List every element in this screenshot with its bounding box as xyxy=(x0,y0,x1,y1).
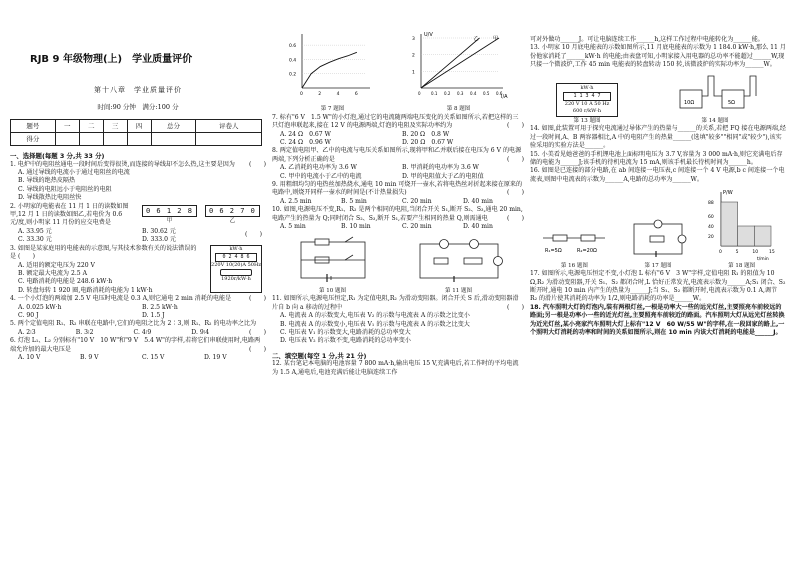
question-12: 12. 某台笔记本电脑的电池容量 7 800 mA·h,输出电压 15 V,充满电后,若工作时的平均电流为 1.5 A,通电后,电池充满后能让电脑连续工作 xyxy=(272,360,519,376)
switch-s1 xyxy=(345,237,353,242)
question-stem: 9. 用粗细均匀的电热丝加热烧水,通电 10 min 可烧开一壶水,若将电热丝对折起来接在原来的电路中,则烧开同样一壶水的时间是(不计热量损失) xyxy=(272,181,523,197)
series-line xyxy=(302,52,357,88)
score-header-cell: 一 xyxy=(55,120,79,133)
y-tick-label: 60 xyxy=(707,215,714,221)
series-line xyxy=(421,38,499,88)
ammeter xyxy=(493,256,502,265)
answer-paren: ( ) xyxy=(249,160,266,168)
meter-diagram xyxy=(210,245,262,293)
score-table-header-row xyxy=(11,120,262,133)
question-15: 15. 小美看见她爸爸的手机锂电池上面标明电压为 3.7 V,容量为 3 000 mA·h,则它充满电后存储的电能为______J;该手机的待机电流为 15 mA,则该手机最长待机时间为______h。 xyxy=(530,150,783,167)
answer-paren: ( ) xyxy=(18,253,35,261)
figure-18-chart xyxy=(707,188,777,263)
option: C. 24 Ω 0.96 W xyxy=(280,139,331,147)
figure-caption: 第 10 题图 xyxy=(319,287,346,294)
resistor-r1 xyxy=(553,235,567,241)
x-tick-label: 6 xyxy=(354,92,358,97)
figure-8-chart xyxy=(409,30,509,102)
option: A. 电流表 A 的示数变大,电压表 V₂ 的示数与电流表 A 的示数之比变小 xyxy=(280,312,470,320)
section-heading: 二、填空题(每空 1 分,共 21 分) xyxy=(272,351,367,360)
x-tick-label: 0 xyxy=(417,91,421,96)
x-tick-label: 15 xyxy=(768,250,775,256)
score-header-cell: 总分 xyxy=(151,120,196,133)
lamp-l xyxy=(654,220,662,228)
option: B. 电流表 A 的示数变小,电压表 V₁ 的示数与电流表 A 的示数之比变大 xyxy=(280,320,470,328)
option: A. 乙消耗的电功率为 3.6 W xyxy=(280,164,357,172)
series-line xyxy=(421,38,480,88)
column-right xyxy=(530,0,786,561)
meter-label-a: 甲 xyxy=(166,218,173,225)
option: D. 19 V xyxy=(204,353,227,361)
chapter-subtitle: 第十八章 学业质量评价 xyxy=(94,86,182,95)
y-tick-label: 0.6 xyxy=(288,44,296,50)
section-heading: 一、选择题(每题 3 分,共 33 分) xyxy=(10,152,105,161)
answer-paren: ( ) xyxy=(249,345,266,353)
figures-13-14 xyxy=(530,74,786,126)
score-header-cell: 三 xyxy=(103,120,127,133)
option: A. 33.95 元 xyxy=(18,227,52,235)
u-tube xyxy=(702,76,722,96)
meter-diagram xyxy=(556,83,618,117)
exam-meta: 时间:90 分钟 满分:100 分 xyxy=(97,102,179,111)
score-cell[interactable] xyxy=(127,133,151,146)
option: A. 5 min xyxy=(280,223,306,231)
answer-paren: ( ) xyxy=(245,230,262,238)
question-stem: 2. 小明家的电能表在 11 月 1 日的读数如图甲,12 月 1 日的读数如图乙,若电价为 0.6 元/度,则小明家 11 月份的应交电费是 xyxy=(10,202,129,227)
figure-caption: 第 7 题图 xyxy=(320,106,345,113)
figure-caption: 第 8 题图 xyxy=(446,106,471,113)
meter-reading: 1 1 3 4 7 xyxy=(563,92,611,101)
figure-7-chart xyxy=(288,30,378,102)
y-tick-label: 3 xyxy=(411,37,415,42)
question-stem: 7. 标有"6 V 1.5 W"的小灯泡,通过它的电流随两端电压变化的关系如图所示,若把这样的三只灯泡串联起来,接在 12 V 的电源两端,灯泡的电阻及实际功率约为 xyxy=(272,113,519,130)
option: A. 24 Ω 0.67 W xyxy=(280,130,331,138)
score-row-label: 得分 xyxy=(11,133,56,146)
figures-10-11 xyxy=(272,236,524,296)
score-cell[interactable] xyxy=(103,133,127,146)
question-stem: 5. 两个定值电阻 R₁、R₂ 串联在电路中,它们的电阻之比为 2∶3,则 R₁、R₂ 的电功率之比为 xyxy=(10,320,257,328)
option: D. 甲的电阻值大于乙的电阻值 xyxy=(402,172,484,180)
option: C. 90 J xyxy=(18,311,39,319)
question-3 xyxy=(10,245,266,295)
question-stem: 1. 电炉中的电阻丝通电一段时间后变得很烫,而连接的导线却不怎么热,这主要是因为 xyxy=(10,160,235,168)
option: B. 9 V xyxy=(80,353,99,361)
x-tick-label: 0.5 xyxy=(482,91,489,96)
figure-10 xyxy=(293,236,373,296)
question-9 xyxy=(272,181,524,206)
option: B. 20 Ω 0.8 W xyxy=(402,130,450,138)
figure-caption: 第 11 题图 xyxy=(445,287,472,294)
figure-11 xyxy=(414,236,504,296)
option: D. 20 Ω 0.67 W xyxy=(402,139,454,147)
question-11 xyxy=(272,295,524,345)
option: D. 电压表 V₂ 的示数不变,电路消耗的总功率变小 xyxy=(280,337,411,345)
circuit-diagram-17 xyxy=(628,218,688,258)
score-cell[interactable] xyxy=(55,133,79,146)
resistor-label: R₁=5Ω xyxy=(545,248,562,255)
question-12-continued: 可对外做功______J。可让电脑连续工作______h,这样工作过程中电能转化为______能。 xyxy=(530,36,764,43)
x-tick-label: 0.3 xyxy=(456,91,463,96)
page-title: RJB 9 年级物理(上) 学业质量评价 xyxy=(30,54,193,65)
column-left xyxy=(10,0,266,561)
y-tick-label: 1 xyxy=(411,70,415,76)
question-stem: 10. 如图,电源电压不变,R₁、R₂ 是两个相同的电阻,当闭合开关 S₁,断开 S₂、S₃,通电 20 min,电路产生的热量为 Q;同时闭合 S₂、S₃,断开 S₁,若要产生相同的热量 Q,则需通电 xyxy=(272,206,523,222)
voltmeter-v1 xyxy=(439,239,448,248)
figure-caption: 第 16 题图 xyxy=(560,262,588,269)
meter-reading-b: 0 6 2 7 0 xyxy=(205,205,260,217)
score-header-cell: 二 xyxy=(79,120,103,133)
question-stem: 11. 如图所示,电源电压恒定,R₁ 为定值电阻,R₂ 为滑动变阻器。闭合开关 S 后,滑动变阻器滑片自 b 向 a 移动的过程中 xyxy=(272,295,519,311)
score-table xyxy=(10,119,262,146)
figure-caption: 第 14 题图 xyxy=(701,118,729,125)
answer-paren: ( ) xyxy=(507,122,524,130)
y-tick-label: 0.2 xyxy=(288,72,296,78)
figure-17 xyxy=(628,218,688,270)
option: D. 333.0 元 xyxy=(142,236,177,244)
answer-paren: ( ) xyxy=(507,155,524,163)
answer-paren: ( ) xyxy=(507,303,524,311)
question-4 xyxy=(10,295,266,320)
y-tick-label: 2 xyxy=(411,53,415,59)
resistor-label: 5Ω xyxy=(728,99,736,106)
figure-16 xyxy=(539,228,609,270)
question-stem: 8. 两定值电阻甲、乙中的电流与电压关系如图所示,现将甲和乙并联后接在电压为 6 V 的电源两端,下列分析正确的是 xyxy=(272,147,522,163)
figure-caption: 第 13 题图 xyxy=(573,118,601,125)
y-axis-label: P/W xyxy=(722,190,733,197)
meter-unit: kW·h xyxy=(229,245,243,252)
series-label: 甲 xyxy=(492,36,498,42)
figures-16-18 xyxy=(530,188,786,270)
option: B. 10 min xyxy=(341,223,371,231)
option: C. 导线的电阻远小于电阻丝的电阻 xyxy=(18,185,112,193)
option: D. 9∶4 xyxy=(191,328,210,336)
question-10 xyxy=(272,206,524,231)
circuit-diagram-16 xyxy=(539,228,609,258)
option: D. 1.5 J xyxy=(142,311,165,319)
answer-paren: ( ) xyxy=(507,214,524,222)
figure-caption: 第 17 题图 xyxy=(644,262,672,269)
option: A. 2∶3 xyxy=(18,328,36,336)
score-cell[interactable] xyxy=(79,133,103,146)
x-tick-label: 10 xyxy=(751,250,758,256)
series-label: 乙 xyxy=(473,36,479,42)
meter-unit: kW·h xyxy=(580,85,594,92)
option: C. 33.30 元 xyxy=(18,236,52,244)
option: A. 2.5 min xyxy=(280,197,312,205)
meter-spec: 1920r/kW·h xyxy=(221,275,251,282)
question-17: 17. 如图所示,电源电压恒定不变,小灯泡 L 标有"6 V 3 W"字样,定值电阻 R₁ 的阻值为 10 Ω,R₂ 为滑动变阻器,开关 S₁、S₂ 都闭合时,L 恰好正常发光,电流表示数为______A;S₁ 闭合、S₂ 断开时,通电 10 min 内产生的热量为______J;当 S₁、S₂ 都断开时,电流表示数为 0.1 A,调节 R₂ 的滑片使其消耗的功率为 1/2,则电路消耗的功率是______W。 xyxy=(530,270,786,303)
option: C. 20 min xyxy=(402,197,432,205)
option: C. 电压表 V₁ 的示数变大,电路消耗的总功率变大 xyxy=(280,328,411,336)
meter-disk xyxy=(220,269,252,276)
x-tick-label: 0 xyxy=(718,250,722,256)
option: A. 0.025 kW·h xyxy=(18,303,62,311)
column-middle xyxy=(272,0,524,561)
y-tick-label: 20 xyxy=(707,235,714,241)
x-tick-label: 0.1 xyxy=(430,91,437,96)
ammeter xyxy=(678,235,686,243)
question-2 xyxy=(10,203,266,245)
x-axis-label: t/min xyxy=(756,257,769,263)
rheostat-r2 xyxy=(464,258,482,264)
circuit-wire xyxy=(420,244,498,278)
meter-spec: 220V 10(20)A 50Hz xyxy=(211,261,261,268)
option: A. 通过导线的电流小于通过电阻丝的电流 xyxy=(18,169,130,177)
answer-paren: ( ) xyxy=(507,189,524,197)
question-1 xyxy=(10,161,266,203)
bar xyxy=(737,226,754,246)
y-tick-label: 40 xyxy=(707,225,714,231)
option: B. 甲消耗的电功率为 3.6 W xyxy=(402,164,479,172)
score-table-row xyxy=(11,133,262,146)
resistor-r1 xyxy=(315,239,329,245)
x-tick-label: 2 xyxy=(317,92,321,97)
figures-7-8 xyxy=(272,30,524,114)
question-stem: 6. 灯泡 L₁、L₂ 分别标有"10 V 10 W"和"9 V 5.4 W"的字样,若将它们串联使用时,电路两端允许加的最大电压是 xyxy=(10,337,261,353)
circuit-diagram-11 xyxy=(414,236,504,284)
option: C. 甲中的电流小于乙中的电流 xyxy=(280,172,362,180)
option: A. 10 V xyxy=(18,353,41,361)
y-tick-label: 0.4 xyxy=(288,58,296,64)
figure-7 xyxy=(288,30,378,114)
resistor-label: 10Ω xyxy=(684,99,695,106)
question-14: 14. 如图,此装置可用于探究电流通过导体产生的热量与______的关系,若把 FQ 接在电源两端,经过一段时间,A、B 两容器相比,A 中的电阻产生的热量______(选填"较多""相同"或"较少"),该实验采用的实验方法是______。 xyxy=(530,125,787,150)
meter-reading: 0 2 4 8 6 xyxy=(215,253,257,262)
score-cell[interactable] xyxy=(151,133,196,146)
question-stem: 4. 一个小灯泡的两端加 2.5 V 电压时电流是 0.3 A,则它通电 2 min 消耗的电能是 xyxy=(10,295,232,303)
question-13: 13. 小明家 10 月底电能表的示数如图所示,11 月底电能表的示数为 1 184.0 kW·h,那么 11 月份他家消耗了______kW·h 的电能;由表盘可知,小明家接入用电器的总功率不能超过______W,现只接一个微波炉,工作 45 min 电能表的转盘转动 150 转,该微波炉的实际功率为______W。 xyxy=(530,44,786,69)
x-tick-label: 0.2 xyxy=(443,91,450,96)
question-16: 16. 如图是已连接的部分电路,在 ab 间连接一电压表,c 间连接一个 4 V 电源,b c 间连接一个电流表,则图中电流表的示数为______A,电路的总功率为______W。 xyxy=(530,167,785,183)
option: B. 导线的绝热皮隔热 xyxy=(18,177,76,185)
option: B. 3∶2 xyxy=(75,328,94,336)
figure-caption: 第 18 题图 xyxy=(728,262,756,269)
option: D. 转盘每转 1 920 圈,电路消耗的电能为 1 kW·h xyxy=(18,286,153,294)
meter-label-b: 乙 xyxy=(229,218,236,225)
resistor-r2 xyxy=(581,235,595,241)
option: C. 20 min xyxy=(402,223,432,231)
u-tube xyxy=(744,76,756,96)
option: B. 30.62 元 xyxy=(142,227,176,235)
figure-13 xyxy=(556,83,618,125)
meter-spec: 600 r/kW·h xyxy=(572,108,602,115)
question-7 xyxy=(272,114,524,148)
x-tick-label: 4 xyxy=(336,92,339,97)
voltmeter-v2 xyxy=(469,239,478,248)
option: B. 2.5 kW·h xyxy=(142,303,178,311)
question-6 xyxy=(10,337,266,362)
y-axis-label: U/V xyxy=(423,32,433,38)
resistor-r1 xyxy=(434,258,448,264)
question-18: 18. 汽车照明大灯的灯泡内,装有两根灯丝,一根是功率大一些的远光灯丝,主要照亮车前较远的路面;另一根是功率小一些的近光灯丝,主要照亮车前较近的路面。汽车照明大灯从远光灯丝转换为近光灯丝,某小亮家汽车照明大灯上标有"12 V 60 W/55 W"的字样,在一段回家的路上,一个照明大灯消耗的功率和时间的关系如图所示,则在 10 min 内该大灯消耗的电能是______J。 xyxy=(530,303,785,336)
x-tick-label: 0.6 xyxy=(495,91,502,96)
option: C. 15 V xyxy=(142,353,165,361)
option: D. 导线散热比电阻丝快 xyxy=(18,194,82,202)
resistor-r1 xyxy=(650,236,664,242)
option: C. 电路消耗的电能是 248.6 kW·h xyxy=(18,278,113,286)
option: B. 5 min xyxy=(341,197,367,205)
option: B. 额定最大电流为 2.5 A xyxy=(18,269,87,277)
x-tick-label: 0.4 xyxy=(469,91,476,96)
question-5 xyxy=(10,320,266,337)
resistor-label: R₂=20Ω xyxy=(577,248,598,255)
meter-reading-a: 0 6 1 2 8 xyxy=(142,205,197,217)
bar xyxy=(721,202,738,246)
switch-s2 xyxy=(345,255,353,260)
figure-8 xyxy=(409,30,509,114)
joule-heating-apparatus xyxy=(670,74,760,114)
score-header-cell: 题号 xyxy=(11,120,56,133)
question-stem: 3. 如图是某家庭用的电能表的示意图,与其技术参数有关的说法错误的是 xyxy=(10,244,197,261)
option: D. 40 min xyxy=(463,197,493,205)
circuit-diagram-10 xyxy=(293,236,373,284)
answer-paren: ( ) xyxy=(249,328,266,336)
question-8 xyxy=(272,147,524,181)
meter-readings xyxy=(142,205,260,226)
score-header-cell: 评卷人 xyxy=(196,120,262,133)
y-tick-label: 88 xyxy=(707,201,714,207)
score-header-cell: 四 xyxy=(127,120,151,133)
option: A. 适用的额定电压为 220 V xyxy=(18,261,95,269)
meter-spec: 220 V 10 A 50 Hz xyxy=(564,101,610,108)
x-axis-label: I/A xyxy=(500,94,508,100)
option: D. 40 min xyxy=(463,223,493,231)
score-cell[interactable] xyxy=(196,133,262,146)
figure-14 xyxy=(670,74,760,126)
bar xyxy=(754,226,771,246)
figure-18 xyxy=(707,188,777,270)
answer-paren: ( ) xyxy=(249,295,266,303)
option: C. 4∶9 xyxy=(133,328,152,336)
x-tick-label: 5 xyxy=(735,250,739,256)
x-tick-label: 0 xyxy=(299,92,303,97)
